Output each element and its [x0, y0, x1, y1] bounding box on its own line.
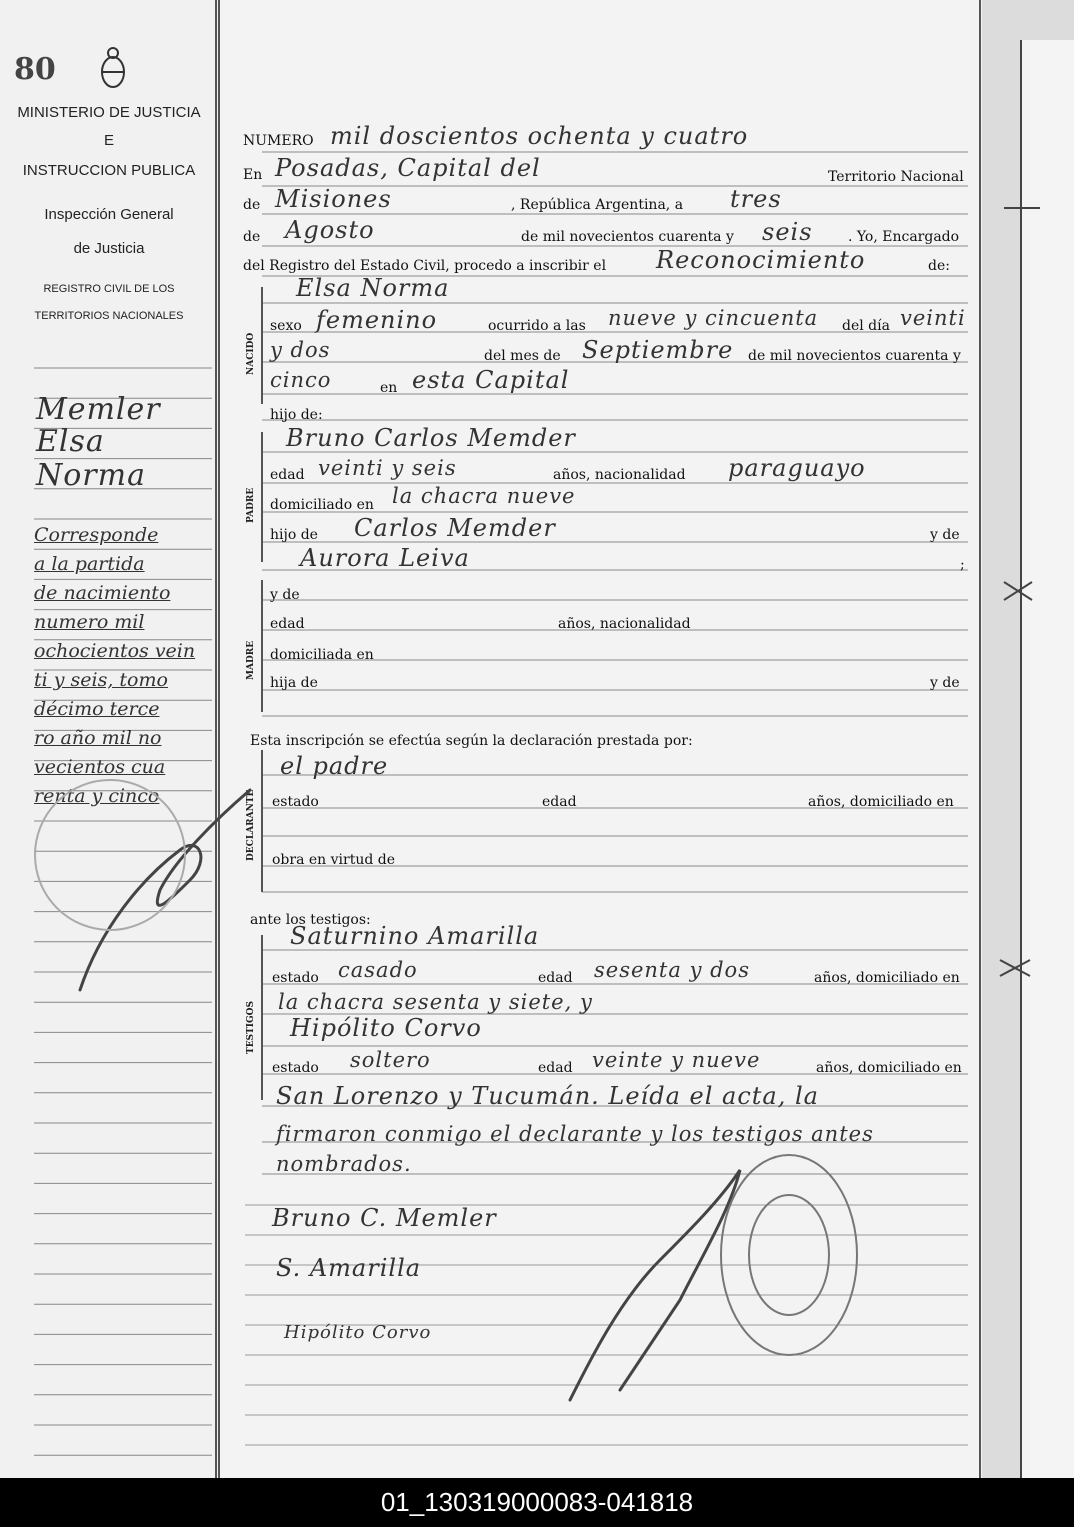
yo-label: . Yo, Encargado	[848, 229, 960, 245]
cierre-line-3: nombrados.	[276, 1152, 412, 1176]
padre-domiciliado-label: domiciliado en	[270, 497, 374, 513]
firma-testigo-1: S. Amarilla	[276, 1254, 422, 1282]
margin-surname: Memler	[36, 392, 161, 427]
t1-estado-label: estado	[272, 970, 319, 986]
dia-nac-value-2: y dos	[270, 338, 331, 362]
abuela-nombre: Aurora Leiva	[300, 544, 470, 572]
margin-note-line: ochocientos vein	[34, 640, 196, 662]
de-label-2: de	[243, 229, 261, 245]
t1-edad-label: edad	[538, 970, 573, 986]
anio-value: seis	[762, 218, 813, 246]
dia-value: tres	[730, 185, 782, 213]
margin-note-line: vecientos cua	[34, 756, 166, 778]
numero-value: mil doscientos ochenta y cuatro	[330, 122, 749, 150]
mes-nac-value: Septiembre	[582, 336, 734, 364]
margin-note-line: renta y cinco	[34, 785, 160, 807]
registry-line-1: REGISTRO CIVIL DE LOS	[43, 283, 175, 295]
sexo-value: femenino	[316, 306, 438, 334]
del-mes-label: del mes de	[484, 348, 561, 364]
margin-note-line: décimo terce	[34, 698, 160, 720]
inspection-line-1: Inspección General	[44, 206, 174, 223]
cierre-line-1: San Lorenzo y Tucumán. Leída el acta, la	[276, 1082, 819, 1110]
provincia-value: Misiones	[275, 185, 392, 213]
padre-hijo-de-label: hijo de	[270, 527, 318, 543]
label-declarante: DECLARANTE	[246, 789, 256, 861]
inspection-line-2: de Justicia	[73, 240, 145, 257]
padre-edad: veinti y seis	[318, 456, 457, 480]
anio-nac-label: de mil novecientos cuarenta y	[748, 348, 961, 364]
label-madre: MADRE	[246, 640, 256, 680]
t2-estado: soltero	[350, 1048, 431, 1072]
page-number: 80	[14, 52, 56, 87]
dia-nac-value: veinti	[900, 306, 966, 330]
label-padre: PADRE	[246, 487, 256, 523]
de-label: de	[243, 197, 261, 213]
firma-testigo-2: Hipólito Corvo	[284, 1322, 432, 1343]
margin-note-line: ti y seis, tomo	[34, 669, 168, 691]
de-colon: de:	[928, 258, 950, 274]
label-testigos: TESTIGOS	[246, 1001, 256, 1054]
declarante-obra-label: obra en virtud de	[272, 852, 396, 868]
anio-label: de mil novecientos cuarenta y	[521, 229, 734, 245]
t1-edad: sesenta y dos	[594, 958, 750, 982]
ministry-line-3: INSTRUCCION PUBLICA	[22, 162, 196, 179]
numero-label: NUMERO	[243, 133, 314, 149]
mes-value: Agosto	[285, 216, 375, 244]
padre-anios-label: años, nacionalidad	[553, 467, 686, 483]
en-value: Posadas, Capital del	[275, 154, 541, 182]
margin-note-line: de nacimiento	[34, 582, 171, 604]
madre-y-de-label-2: y de	[930, 675, 960, 691]
ministry-line-2: E	[103, 132, 114, 149]
t1-domicilio: la chacra sesenta y siete, y	[278, 990, 593, 1014]
lugar-value: esta Capital	[412, 366, 570, 394]
ocurrido-label: ocurrido a las	[488, 318, 586, 334]
margin-note-line: ro año mil no	[34, 727, 162, 749]
t2-edad-label: edad	[538, 1060, 573, 1076]
testigo1-nombre: Saturnino Amarilla	[290, 922, 540, 950]
t2-edad: veinte y nueve	[592, 1048, 761, 1072]
madre-domiciliada-label: domiciliada en	[270, 647, 374, 663]
label-nacido: NACIDO	[246, 332, 256, 375]
sexo-label: sexo	[270, 318, 302, 334]
en-label: En	[243, 167, 263, 183]
cierre-line-2: firmaron conmigo el declarante y los testigos antes	[276, 1122, 874, 1146]
testigos-label: ante los testigos:	[250, 912, 371, 928]
madre-hija-de-label: hija de	[270, 675, 318, 691]
madre-y-de-label: y de	[270, 587, 300, 603]
firma-padre: Bruno C. Memler	[272, 1204, 497, 1232]
t2-anios-label: años, domiciliado en	[816, 1060, 962, 1076]
margin-note-line: numero mil	[34, 611, 145, 633]
margin-second-name: Norma	[36, 458, 146, 493]
padre-y-de-label: y de	[930, 527, 960, 543]
republica-label: , República Argentina, a	[511, 197, 684, 213]
declarante-edad-label: edad	[542, 794, 577, 810]
hora-value: nueve y cincuenta	[608, 306, 819, 330]
padre-nombre: Bruno Carlos Memder	[286, 424, 576, 452]
declarante-anios-label: años, domiciliado en	[808, 794, 954, 810]
t1-estado: casado	[338, 958, 418, 982]
testigo2-nombre: Hipólito Corvo	[290, 1014, 482, 1042]
declarante-value: el padre	[280, 752, 389, 780]
semicolon: ;	[960, 557, 965, 573]
margin-note-line: Corresponde	[34, 524, 159, 546]
padre-domicilio: la chacra nueve	[392, 484, 576, 508]
madre-edad-label: edad	[270, 616, 305, 632]
abuelo-nombre: Carlos Memder	[354, 514, 556, 542]
acto-value: Reconocimiento	[656, 246, 866, 274]
declarante-estado-label: estado	[272, 794, 319, 810]
hijo-label: hijo de:	[270, 407, 323, 423]
madre-anios-label: años, nacionalidad	[558, 616, 691, 632]
territorio-label: Territorio Nacional	[828, 169, 964, 185]
padre-nacionalidad: paraguayo	[728, 454, 866, 482]
padre-edad-label: edad	[270, 467, 305, 483]
registry-line-2: TERRITORIOS NACIONALES	[34, 310, 184, 322]
nombre-value: Elsa Norma	[296, 274, 450, 302]
margin-note-line: a la partida	[34, 553, 145, 575]
t2-estado-label: estado	[272, 1060, 319, 1076]
document-id-footer: 01_130319000083-041818	[0, 1478, 1074, 1527]
del-dia-label: del día	[842, 318, 890, 334]
t1-anios-label: años, domiciliado en	[814, 970, 960, 986]
declaracion-label: Esta inscripción se efectúa según la declaración prestada por:	[250, 733, 693, 749]
margin-first-name: Elsa	[36, 424, 105, 459]
anio-nac-value: cinco	[270, 368, 332, 392]
registro-label: del Registro del Estado Civil, procedo a inscribir el	[243, 258, 607, 274]
ministry-line-1: MINISTERIO DE JUSTICIA	[17, 104, 201, 121]
en-lugar-label: en	[380, 380, 398, 396]
